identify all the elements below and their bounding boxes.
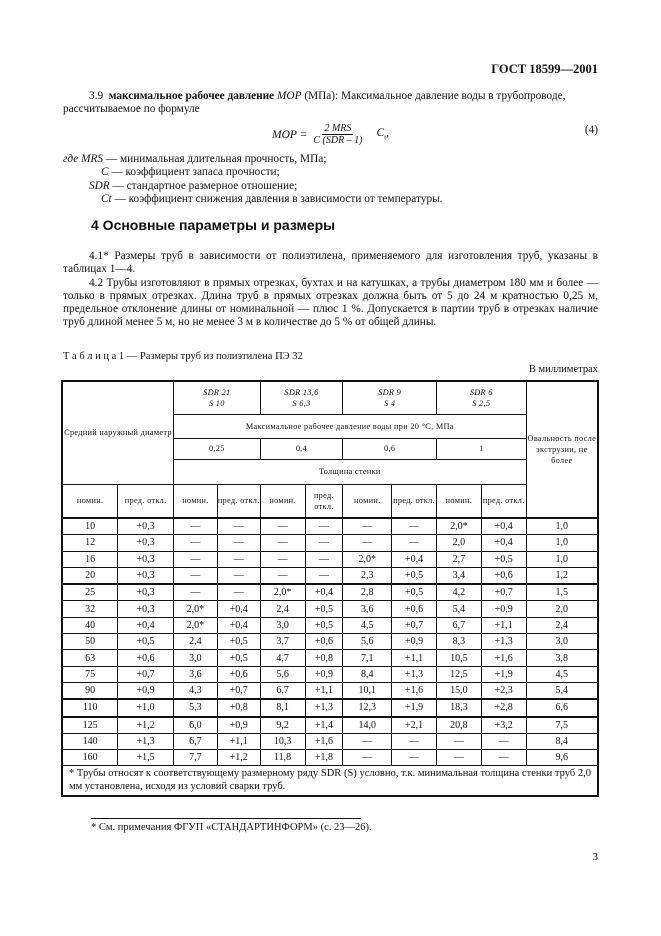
value-cell: —	[173, 518, 217, 535]
s-label: S 4	[384, 398, 396, 408]
value-cell: +0,7	[481, 584, 526, 601]
value-cell: 6,7	[260, 682, 305, 699]
value-cell: +1,1	[481, 617, 526, 633]
ovality-cell: 1,2	[526, 567, 598, 584]
value-cell: +0,4	[118, 617, 174, 633]
wall-thickness-header: Толщина стенки	[173, 459, 526, 484]
where-list	[63, 153, 443, 206]
sdr-label: SDR 6	[469, 387, 493, 397]
table-row	[62, 666, 598, 682]
section-body	[63, 250, 598, 330]
value-cell: +0,9	[118, 682, 174, 699]
value-cell: 4,7	[260, 650, 305, 666]
diameter-cell: 16	[62, 551, 118, 567]
value-cell: +1,1	[305, 682, 343, 699]
formula-lhs: MOP =	[272, 128, 308, 141]
table-row	[62, 750, 598, 766]
value-cell: +0,4	[392, 551, 437, 567]
value-cell: +1,6	[305, 733, 343, 749]
value-cell: 4,5	[343, 617, 392, 633]
value-cell: —	[392, 518, 437, 535]
diameter-cell: 20	[62, 567, 118, 584]
value-cell: —	[260, 535, 305, 551]
s-label: S 10	[208, 398, 225, 408]
value-cell: +1,3	[392, 666, 437, 682]
table-row	[62, 617, 598, 633]
value-cell: 2,7	[436, 551, 481, 567]
value-cell: —	[392, 750, 437, 766]
table-row	[62, 567, 598, 584]
sdr-header	[436, 381, 526, 414]
ovality-cell: 3,0	[526, 634, 598, 650]
page-number: 3	[592, 851, 598, 863]
value-cell: 2,0*	[436, 518, 481, 535]
value-cell: —	[173, 551, 217, 567]
value-cell: +0,5	[392, 584, 437, 601]
value-cell: 5,6	[260, 666, 305, 682]
value-cell: +0,4	[481, 535, 526, 551]
value-cell: 3,6	[343, 601, 392, 617]
value-cell: —	[173, 535, 217, 551]
value-cell: +2,3	[481, 682, 526, 699]
value-cell: —	[173, 567, 217, 584]
sub-nominal: номин.	[436, 484, 481, 518]
factor-sub: t	[384, 133, 387, 142]
table-row	[62, 518, 598, 535]
ovality-cell: 1,0	[526, 518, 598, 535]
pressure-value: 1	[436, 438, 526, 459]
table-row	[62, 634, 598, 650]
sub-deviation: пред. откл.	[305, 484, 343, 518]
value-cell: 10,5	[436, 650, 481, 666]
value-cell: 5,6	[343, 634, 392, 650]
sdr-header	[343, 381, 437, 414]
value-cell: +0,6	[305, 634, 343, 650]
diameter-cell: 25	[62, 584, 118, 601]
value-cell: —	[217, 518, 260, 535]
s-label: S 2,5	[472, 398, 491, 408]
value-cell: 6,0	[173, 717, 217, 734]
value-cell: 14,0	[343, 717, 392, 734]
value-cell: —	[305, 567, 343, 584]
value-cell: 3,0	[173, 650, 217, 666]
value-cell: —	[217, 567, 260, 584]
value-cell: 2,0*	[343, 551, 392, 567]
formula-tail: ,	[386, 127, 390, 140]
value-cell: +1,6	[392, 682, 437, 699]
diameter-cell: 10	[62, 518, 118, 535]
where-symbol: Ct	[101, 192, 112, 205]
value-cell: +1,9	[392, 699, 437, 716]
value-cell: +0,4	[217, 601, 260, 617]
table-row	[62, 650, 598, 666]
value-cell: 5,3	[173, 699, 217, 716]
sdr-header	[260, 381, 343, 414]
value-cell: 7,1	[343, 650, 392, 666]
value-cell: 2,0*	[173, 601, 217, 617]
clause-4-1: 4.1* Размеры труб в зависимости от полиэтилена, применяемого для изготовления труб, указаны в таблицах 1—4.	[63, 250, 598, 276]
ovality-cell: 7,5	[526, 717, 598, 734]
value-cell: +0,3	[118, 584, 174, 601]
value-cell: +2,8	[481, 699, 526, 716]
sub-nominal: номин.	[173, 484, 217, 518]
value-cell: +0,3	[118, 518, 174, 535]
value-cell: —	[260, 551, 305, 567]
value-cell: 2,0*	[173, 617, 217, 633]
value-cell: +1,1	[217, 733, 260, 749]
value-cell: 2,0	[436, 535, 481, 551]
value-cell: +0,5	[392, 567, 437, 584]
pressure-header: Максимальное рабочее давление воды при 20 °С, МПа	[173, 414, 526, 438]
value-cell: +0,5	[217, 650, 260, 666]
ovality-cell: 9,6	[526, 750, 598, 766]
value-cell: 12,3	[343, 699, 392, 716]
value-cell: +1,6	[481, 650, 526, 666]
value-cell: —	[392, 733, 437, 749]
value-cell: 12,5	[436, 666, 481, 682]
value-cell: 18,3	[436, 699, 481, 716]
value-cell: —	[436, 733, 481, 749]
value-cell: +0,4	[305, 584, 343, 601]
formula-number: (4)	[584, 124, 598, 136]
value-cell: +0,9	[392, 634, 437, 650]
footnote-divider	[91, 818, 361, 819]
where-symbol: где MRS	[63, 153, 104, 165]
value-cell: +1,3	[305, 699, 343, 716]
value-cell: +2,1	[392, 717, 437, 734]
value-cell: +0,4	[481, 518, 526, 535]
diameter-cell: 75	[62, 666, 118, 682]
value-cell: +1,9	[481, 666, 526, 682]
value-cell: 2,8	[343, 584, 392, 601]
sub-deviation: пред. откл.	[481, 484, 526, 518]
value-cell: +0,6	[392, 601, 437, 617]
formula-fraction	[313, 123, 362, 146]
value-cell: 3,7	[260, 634, 305, 650]
value-cell: +0,6	[118, 650, 174, 666]
value-cell: —	[260, 518, 305, 535]
diameter-header: Средний наружный диаметр	[62, 381, 173, 484]
value-cell: 2,0*	[260, 584, 305, 601]
table-footnote: * Трубы относят к соответствующему размерному ряду SDR (S) условно, т.к. минимальная толщина стенки труб 2,0 мм установлена, исходя из условий сварки труб.	[62, 766, 598, 797]
value-cell: —	[436, 750, 481, 766]
value-cell: +0,3	[118, 601, 174, 617]
value-cell: —	[343, 518, 392, 535]
where-symbol: C	[101, 166, 109, 179]
numerator: 2 MRS	[324, 123, 352, 134]
value-cell: +0,5	[118, 634, 174, 650]
value-cell: —	[481, 750, 526, 766]
value-cell: 5,4	[436, 601, 481, 617]
value-cell: +0,9	[305, 666, 343, 682]
value-cell: 2,4	[260, 601, 305, 617]
value-cell: +0,8	[305, 650, 343, 666]
value-cell: —	[217, 584, 260, 601]
definition-cont: рассчитываемое по формуле	[63, 103, 200, 116]
value-cell: +1,8	[305, 750, 343, 766]
document-header: ГОСТ 18599—2001	[491, 62, 598, 76]
value-cell: —	[260, 567, 305, 584]
value-cell: —	[343, 535, 392, 551]
where-text: — стандартное размерное отношение;	[112, 179, 298, 192]
where-text: — минимальная длительная прочность, МПа;	[105, 153, 327, 165]
value-cell: 10,1	[343, 682, 392, 699]
value-cell: —	[305, 551, 343, 567]
value-cell: +0,7	[392, 617, 437, 633]
sdr-label: SDR 21	[203, 387, 231, 397]
where-symbol: SDR	[89, 179, 110, 192]
value-cell: 4,3	[173, 682, 217, 699]
value-cell: —	[343, 750, 392, 766]
ovality-cell: 5,4	[526, 682, 598, 699]
value-cell: +0,3	[118, 535, 174, 551]
value-cell: —	[173, 584, 217, 601]
sub-deviation: пред. откл.	[217, 484, 260, 518]
diameter-cell: 110	[62, 699, 118, 716]
value-cell: —	[392, 535, 437, 551]
diameter-cell: 40	[62, 617, 118, 633]
table-row	[62, 682, 598, 699]
ovality-cell: 2,0	[526, 601, 598, 617]
diameter-cell: 12	[62, 535, 118, 551]
value-cell: +0,5	[305, 617, 343, 633]
value-cell: 6,7	[173, 733, 217, 749]
clause-number: 3.9	[89, 90, 104, 102]
value-cell: +0,8	[217, 699, 260, 716]
value-cell: 8,1	[260, 699, 305, 716]
pressure-value: 0,4	[260, 438, 343, 459]
diameter-cell: 90	[62, 682, 118, 699]
clause-4-2: 4.2 Трубы изготовляют в прямых отрезках, бухтах и на катушках, а трубы диаметром 180 мм и более — только в прямых отрезках. Длина труб в прямых отрезках должна быть от 5 до 24 м кратностью 0,25 м, предельное отклонение длины от номинальной — плюс 1 %. Допускается в партии труб в отрезках наличие труб длиной менее 5 м, но не менее 3 м в количестве до 5 % от общей длины.	[63, 276, 598, 329]
pressure-value: 0,25	[173, 438, 260, 459]
factor: C	[376, 127, 385, 140]
diameter-cell: 63	[62, 650, 118, 666]
sub-nominal: номин.	[62, 484, 118, 518]
denominator: C (SDR – 1)	[313, 135, 363, 146]
term-abbr: MOP	[277, 90, 302, 102]
value-cell: +0,9	[217, 717, 260, 734]
where-text: — коэффициент запаса прочности;	[111, 166, 280, 179]
definition: (МПа): Максимальное давление воды в трубопроводе,	[304, 90, 566, 102]
value-cell: —	[343, 733, 392, 749]
value-cell: +0,4	[217, 617, 260, 633]
value-cell: +1,1	[392, 650, 437, 666]
sub-nominal: номин.	[343, 484, 392, 518]
sub-deviation: пред. откл.	[392, 484, 437, 518]
value-cell: 3,6	[173, 666, 217, 682]
sub-deviation: пред. откл.	[118, 484, 174, 518]
value-cell: +1,3	[481, 634, 526, 650]
diameter-cell: 50	[62, 634, 118, 650]
value-cell: 4,2	[436, 584, 481, 601]
value-cell: +0,5	[481, 551, 526, 567]
ovality-cell: 1,0	[526, 535, 598, 551]
value-cell: +1,2	[217, 750, 260, 766]
sdr-label: SDR 9	[378, 387, 402, 397]
page-footnote: * См. примечания ФГУП «СТАНДАРТИНФОРМ» (с. 23—26).	[91, 822, 372, 833]
value-cell: +1,0	[118, 699, 174, 716]
ovality-cell: 1,0	[526, 551, 598, 567]
term: максимальное рабочее давление	[108, 90, 275, 102]
table-units: В миллиметрах	[528, 364, 598, 375]
value-cell: —	[305, 518, 343, 535]
value-cell: 3,4	[436, 567, 481, 584]
clause-3-9	[63, 90, 598, 117]
s-label: S 6,3	[292, 398, 311, 408]
pressure-value: 0,6	[343, 438, 437, 459]
ovality-cell: 6,6	[526, 699, 598, 716]
diameter-cell: 140	[62, 733, 118, 749]
value-cell: 9,2	[260, 717, 305, 734]
value-cell: +0,7	[217, 682, 260, 699]
value-cell: 2,4	[173, 634, 217, 650]
value-cell: —	[217, 535, 260, 551]
sdr-label: SDR 13,6	[284, 387, 319, 397]
value-cell: +0,3	[118, 551, 174, 567]
value-cell: +0,6	[217, 666, 260, 682]
value-cell: 2,3	[343, 567, 392, 584]
ovality-header: Овальность после экструзии, не более	[526, 381, 598, 518]
table-row	[62, 699, 598, 716]
ovality-cell: 8,4	[526, 733, 598, 749]
value-cell: +1,2	[118, 717, 174, 734]
table-row	[62, 584, 598, 601]
sdr-header	[173, 381, 260, 414]
ovality-cell: 4,5	[526, 666, 598, 682]
value-cell: +0,5	[217, 634, 260, 650]
value-cell: 20,8	[436, 717, 481, 734]
value-cell: 8,4	[343, 666, 392, 682]
value-cell: +1,4	[305, 717, 343, 734]
value-cell: —	[481, 733, 526, 749]
diameter-cell: 32	[62, 601, 118, 617]
ovality-cell: 2,4	[526, 617, 598, 633]
value-cell: —	[217, 551, 260, 567]
value-cell: —	[305, 535, 343, 551]
diameter-cell: 125	[62, 717, 118, 734]
value-cell: +0,3	[118, 567, 174, 584]
value-cell: 15,0	[436, 682, 481, 699]
table-row	[62, 717, 598, 734]
table-caption: Т а б л и ц а 1 — Размеры труб из полиэтилена ПЭ 32	[63, 351, 303, 362]
ovality-cell: 3,8	[526, 650, 598, 666]
table-row	[62, 535, 598, 551]
value-cell: +1,5	[118, 750, 174, 766]
table-row	[62, 551, 598, 567]
value-cell: +0,6	[481, 567, 526, 584]
diameter-cell: 160	[62, 750, 118, 766]
formula	[272, 123, 389, 146]
section-title: 4 Основные параметры и размеры	[91, 217, 336, 233]
value-cell: 6,7	[436, 617, 481, 633]
value-cell: 10,3	[260, 733, 305, 749]
value-cell: +0,9	[481, 601, 526, 617]
value-cell: +1,3	[118, 733, 174, 749]
value-cell: 3,0	[260, 617, 305, 633]
table-row	[62, 733, 598, 749]
sub-nominal: номин.	[260, 484, 305, 518]
value-cell: 7,7	[173, 750, 217, 766]
value-cell: 11,8	[260, 750, 305, 766]
where-text: — коэффициент снижения давления в зависимости от температуры.	[114, 192, 443, 205]
ovality-cell: 1,5	[526, 584, 598, 601]
value-cell: 8,3	[436, 634, 481, 650]
value-cell: +0,7	[118, 666, 174, 682]
table-row	[62, 601, 598, 617]
pipe-dimensions-table	[61, 380, 599, 797]
value-cell: +0,5	[305, 601, 343, 617]
value-cell: +3,2	[481, 717, 526, 734]
